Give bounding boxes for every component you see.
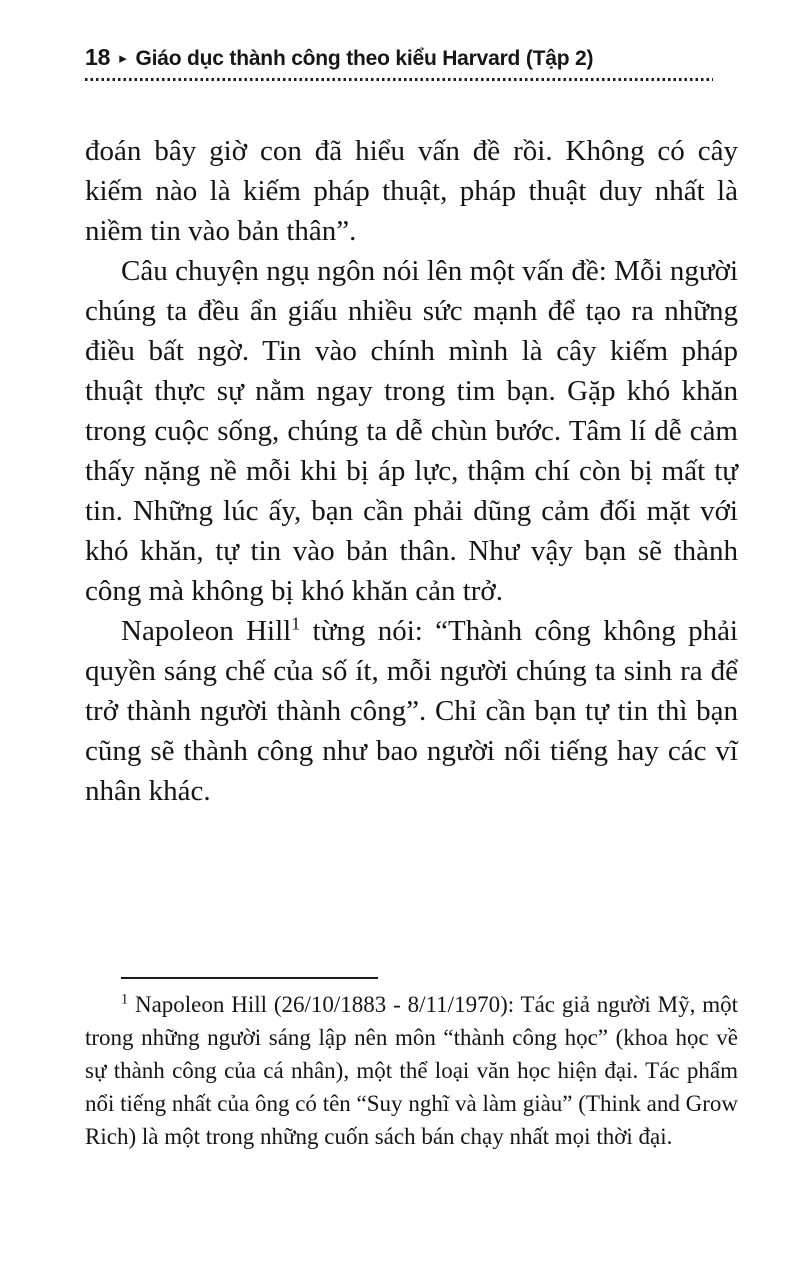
body-text [85, 131, 738, 811]
footnote-paragraph [85, 988, 738, 1153]
body-paragraph-rest: từng nói: “Thành công không phải quyền sáng chế của số ít, mỗi người chúng ta sinh ra để trở thành người thành công”. Chỉ cần bạn tự tin thì bạn cũng sẽ thành công như bao người nổi tiếng hay các vĩ nhân khác. [85, 615, 738, 807]
footnote-marker: 1 [121, 991, 129, 1008]
page-number: 18 [85, 44, 111, 70]
footnote [85, 988, 738, 1153]
header-dotted-divider [85, 78, 713, 81]
book-title: Giáo dục thành công theo kiểu Harvard (Tập 2) [135, 47, 594, 70]
body-paragraph [85, 611, 738, 811]
body-paragraph-lead: Napoleon Hill [121, 615, 292, 647]
footnote-text: Napoleon Hill (26/10/1883 - 8/11/1970): Tác giả người Mỹ, một trong những người sáng lập nên môn “thành công học” (khoa học về sự thành công của cá nhân), một thể loại văn học hiện đại. Tác phẩm nổi tiếng nhất của ông có tên “Suy nghĩ và làm giàu” (Think and Grow Rich) là một trong những cuốn sách bán chạy nhất mọi thời đại. [85, 992, 738, 1149]
running-header [85, 44, 738, 71]
footnote-divider [121, 977, 378, 979]
body-paragraph: Câu chuyện ngụ ngôn nói lên một vấn đề: Mỗi người chúng ta đều ẩn giấu nhiều sức mạnh để tạo ra những điều bất ngờ. Tin vào chính mình là cây kiếm pháp thuật thực sự nằm ngay trong tim bạn. Gặp khó khăn trong cuộc sống, chúng ta dễ chùn bước. Tâm lí dễ cảm thấy nặng nề mỗi khi bị áp lực, thậm chí còn bị mất tự tin. Những lúc ấy, bạn cần phải dũng cảm đối mặt với khó khăn, tự tin vào bản thân. Như vậy bạn sẽ thành công mà không bị khó khăn cản trở. [85, 255, 738, 607]
body-paragraph: đoán bây giờ con đã hiểu vấn đề rồi. Không có cây kiếm nào là kiếm pháp thuật, pháp thuật duy nhất là niềm tin vào bản thân”. [85, 135, 738, 247]
triangle-bullet-icon: ▸ [119, 50, 127, 67]
footnote-reference: 1 [291, 613, 301, 634]
